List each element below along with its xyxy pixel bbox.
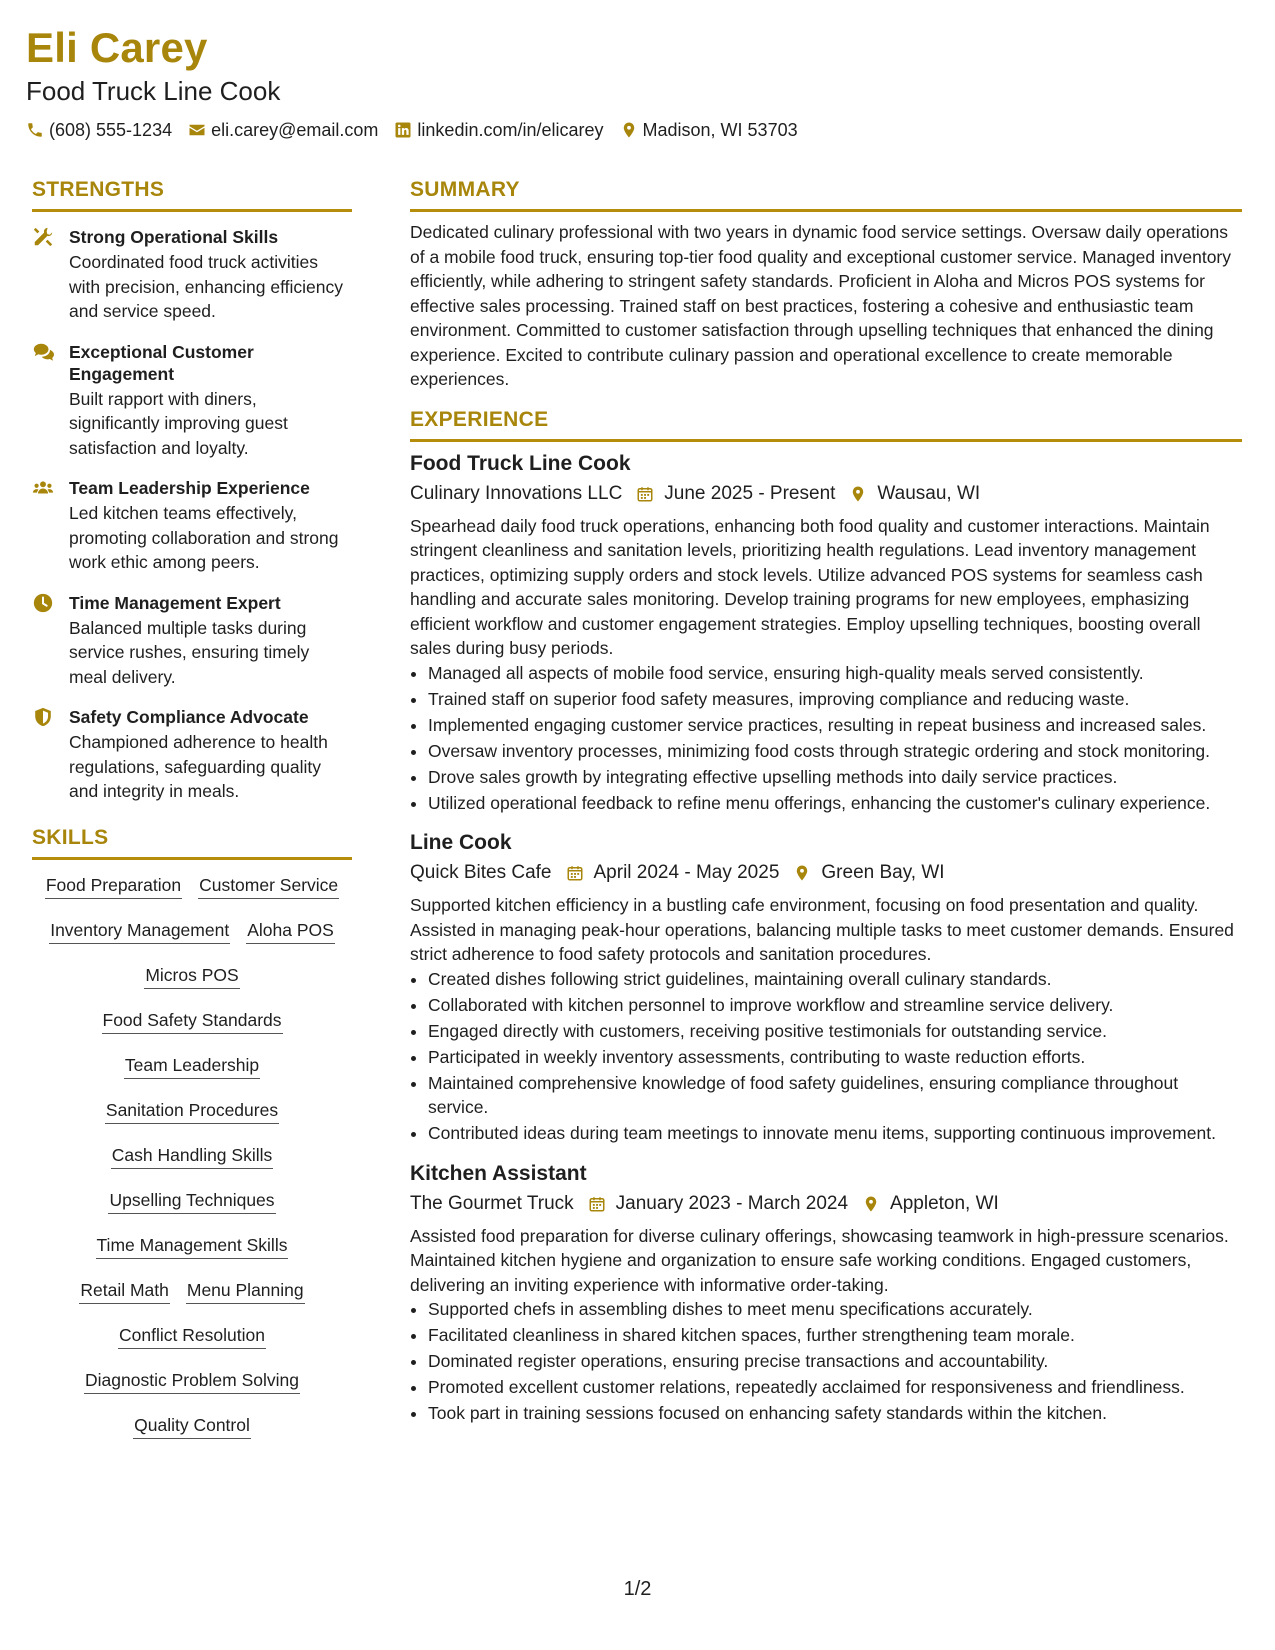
- left-column: [32, 176, 352, 1459]
- right-column: [410, 176, 1242, 1427]
- contact-phone[interactable]: [26, 118, 172, 142]
- job-bullet: • Collaborated with kitchen personnel to improve workflow and streamline service delivery.: [428, 993, 1242, 1018]
- summary-text: Dedicated culinary professional with two years in dynamic food service settings. Oversaw daily operations of a mobile food truck, ensuring top-tier food quality and exceptional customer service. Managed inventory efficiently, while adhering to stringent safety standards. Proficient in Aloha and Micros POS systems for effective sales processing. Trained staff on best practices, fostering a cohesive and enthusiastic team environment. Committed to customer satisfaction through upselling techniques that enhanced the dining experience. Excited to contribute culinary passion and operational excellence to create memorable experiences.: [410, 222, 1232, 389]
- phone-text: (608) 555-1234: [49, 120, 173, 140]
- skills-heading: SKILLS: [32, 824, 352, 860]
- strength-title: Exceptional Customer Engagement: [69, 341, 254, 384]
- job-bullet: • Drove sales growth by integrating effective upselling methods into daily service practices.: [428, 765, 1242, 790]
- job-title: Kitchen Assistant: [410, 1161, 587, 1185]
- job-company: Quick Bites Cafe: [410, 862, 552, 883]
- skill-tag: Retail Math: [79, 1279, 170, 1304]
- job-dates: June 2025 - Present: [664, 482, 836, 504]
- strength-item: [32, 226, 352, 324]
- job-bullet: • Supported chefs in assembling dishes to meet menu specifications accurately.: [428, 1297, 1242, 1322]
- job-bullet: • Maintained comprehensive knowledge of food safety guidelines, ensuring compliance throughout service.: [428, 1071, 1242, 1120]
- map-pin-icon: [620, 121, 638, 139]
- strength-item: [32, 706, 352, 804]
- skill-tag: Time Management Skills: [96, 1234, 289, 1259]
- location-text: Madison, WI 53703: [642, 120, 798, 140]
- clock-icon: [32, 592, 54, 614]
- skill-tag: Conflict Resolution: [118, 1324, 266, 1349]
- calendar-icon: [636, 485, 654, 503]
- job-dates: April 2024 - May 2025: [593, 862, 780, 883]
- calendar-icon: [588, 1195, 606, 1213]
- skills-list: [32, 874, 352, 1439]
- job-bullet: • Trained staff on superior food safety measures, improving compliance and reducing waste.: [428, 687, 1242, 712]
- contact-bar: [26, 118, 1246, 142]
- skill-tag: Inventory Management: [49, 919, 230, 944]
- experience-heading: EXPERIENCE: [410, 406, 1242, 442]
- strength-desc: Led kitchen teams effectively, promoting collaboration and strong work ethic among peers.: [69, 503, 339, 572]
- job-location: Appleton, WI: [890, 1192, 999, 1214]
- job-entry: [410, 829, 1242, 1146]
- candidate-name: Eli Carey: [26, 24, 208, 71]
- job-bullet: • Implemented engaging customer service practices, resulting in repeat business and increased sales.: [428, 713, 1242, 738]
- job-description: Supported kitchen efficiency in a bustling cafe environment, focusing on food presentation and quality. Assisted in managing peak-hour operations, balancing multiple tasks to meet customer demands. Ensured strict adherence to food safety protocols and sanitation procedures.: [410, 895, 1234, 964]
- shield-icon: [32, 706, 54, 728]
- job-bullets: [410, 1297, 1242, 1426]
- job-title: Line Cook: [410, 831, 512, 854]
- strength-desc: Built rapport with diners, significantly improving guest satisfaction and loyalty.: [69, 388, 288, 458]
- job-bullet: • Utilized operational feedback to refine menu offerings, enhancing the customer's culinary experience.: [428, 791, 1242, 816]
- job-location: Wausau, WI: [877, 482, 981, 504]
- strength-title: Team Leadership Experience: [69, 478, 310, 498]
- job-bullet: • Created dishes following strict guidelines, maintaining overall culinary standards.: [428, 967, 1242, 992]
- job-bullet: • Managed all aspects of mobile food service, ensuring high-quality meals served consistently.: [428, 661, 1242, 686]
- contact-location: [620, 118, 798, 142]
- job-description: Spearhead daily food truck operations, enhancing both food quality and customer interactions. Maintain stringent cleanliness and sanitation levels, prioritizing health regulations. Lead inventory management practices, optimizing supply orders and stock levels. Utilize advanced POS systems for seamless cash handling and accurate sales monitoring. Develop training programs for new employees, emphasizing efficient workflow and customer engagement strategies. Employ upselling techniques, boosting overall sales during busy periods.: [410, 515, 1210, 658]
- job-company: The Gourmet Truck: [410, 1192, 574, 1214]
- job-bullet: • Took part in training sessions focused on enhancing safety standards within the kitchen.: [428, 1401, 1242, 1426]
- chat-bubbles-icon: [32, 341, 54, 363]
- job-bullets: [410, 661, 1242, 816]
- skill-tag: Quality Control: [133, 1414, 251, 1439]
- strength-title: Time Management Expert: [69, 592, 281, 613]
- strength-item: [32, 341, 352, 461]
- linkedin-icon: [394, 121, 412, 139]
- job-meta: [410, 480, 1242, 508]
- job-bullet: • Oversaw inventory processes, minimizing food costs through strategic ordering and stock monitoring.: [428, 739, 1242, 764]
- map-pin-icon: [793, 864, 811, 882]
- job-entry: [410, 1160, 1242, 1426]
- strength-item: [32, 592, 352, 690]
- skill-tag: Upselling Techniques: [108, 1189, 275, 1214]
- strength-desc: Balanced multiple tasks during service rushes, ensuring timely meal delivery.: [69, 617, 310, 687]
- skill-tag: Cash Handling Skills: [111, 1144, 274, 1169]
- resume-header: [26, 22, 1246, 142]
- job-bullet: • Facilitated cleanliness in shared kitchen spaces, further strengthening team morale.: [428, 1323, 1242, 1348]
- phone-icon: [26, 121, 44, 139]
- job-company: Culinary Innovations LLC: [410, 482, 623, 504]
- tools-icon: [32, 226, 54, 248]
- job-bullets: [410, 967, 1242, 1146]
- skill-tag: Customer Service: [198, 874, 339, 899]
- email-text: eli.carey@email.com: [211, 120, 379, 140]
- job-entry: [410, 450, 1242, 816]
- skill-tag: Food Preparation: [45, 874, 182, 899]
- envelope-icon: [188, 121, 206, 139]
- map-pin-icon: [862, 1195, 880, 1213]
- strengths-heading: STRENGTHS: [32, 176, 352, 212]
- strengths-list: [32, 226, 352, 804]
- map-pin-icon: [849, 485, 867, 503]
- job-bullet: • Engaged directly with customers, receiving positive testimonials for outstanding service.: [428, 1019, 1242, 1044]
- job-bullet: • Contributed ideas during team meetings to innovate menu items, supporting continuous improvement.: [428, 1121, 1242, 1146]
- job-dates: January 2023 - March 2024: [615, 1192, 849, 1214]
- skill-tag: Diagnostic Problem Solving: [84, 1369, 300, 1394]
- skill-tag: Micros POS: [144, 964, 239, 989]
- job-bullet: • Participated in weekly inventory assessments, contributing to waste reduction efforts.: [428, 1045, 1242, 1070]
- skill-tag: Sanitation Procedures: [105, 1099, 279, 1124]
- strength-desc: Championed adherence to health regulations, safeguarding quality and integrity in meals.: [69, 732, 328, 801]
- users-icon: [32, 477, 54, 499]
- skill-tag: Aloha POS: [246, 919, 335, 944]
- job-description: Assisted food preparation for diverse culinary offerings, showcasing teamwork in high-pressure scenarios. Maintained kitchen hygiene and organization to ensure safe working conditions. Engaged customers, delivering an inviting experience with informative order-taking.: [410, 1225, 1229, 1295]
- job-bullet: • Dominated register operations, ensuring precise transactions and accountability.: [428, 1349, 1242, 1374]
- linkedin-text: linkedin.com/in/elicarey: [417, 120, 604, 140]
- page-number: 1/2: [623, 1578, 652, 1600]
- skill-tag: Food Safety Standards: [102, 1009, 283, 1034]
- job-title: Food Truck Line Cook: [410, 451, 631, 475]
- job-meta: [410, 859, 1242, 887]
- skill-tag: Team Leadership: [124, 1054, 260, 1079]
- skill-tag: Menu Planning: [186, 1279, 305, 1304]
- calendar-icon: [566, 864, 584, 882]
- job-meta: [410, 1190, 1242, 1218]
- contact-email[interactable]: [188, 118, 378, 142]
- job-location: Green Bay, WI: [821, 862, 945, 883]
- strength-desc: Coordinated food truck activities with precision, enhancing efficiency and service speed.: [69, 252, 344, 321]
- candidate-role: Food Truck Line Cook: [26, 76, 281, 106]
- strength-item: [32, 477, 352, 575]
- strength-title: Strong Operational Skills: [69, 227, 279, 247]
- strength-title: Safety Compliance Advocate: [69, 707, 309, 727]
- summary-heading: SUMMARY: [410, 176, 1242, 212]
- job-bullet: • Promoted excellent customer relations, repeatedly acclaimed for responsiveness and friendliness.: [428, 1375, 1242, 1400]
- contact-linkedin[interactable]: [394, 118, 603, 142]
